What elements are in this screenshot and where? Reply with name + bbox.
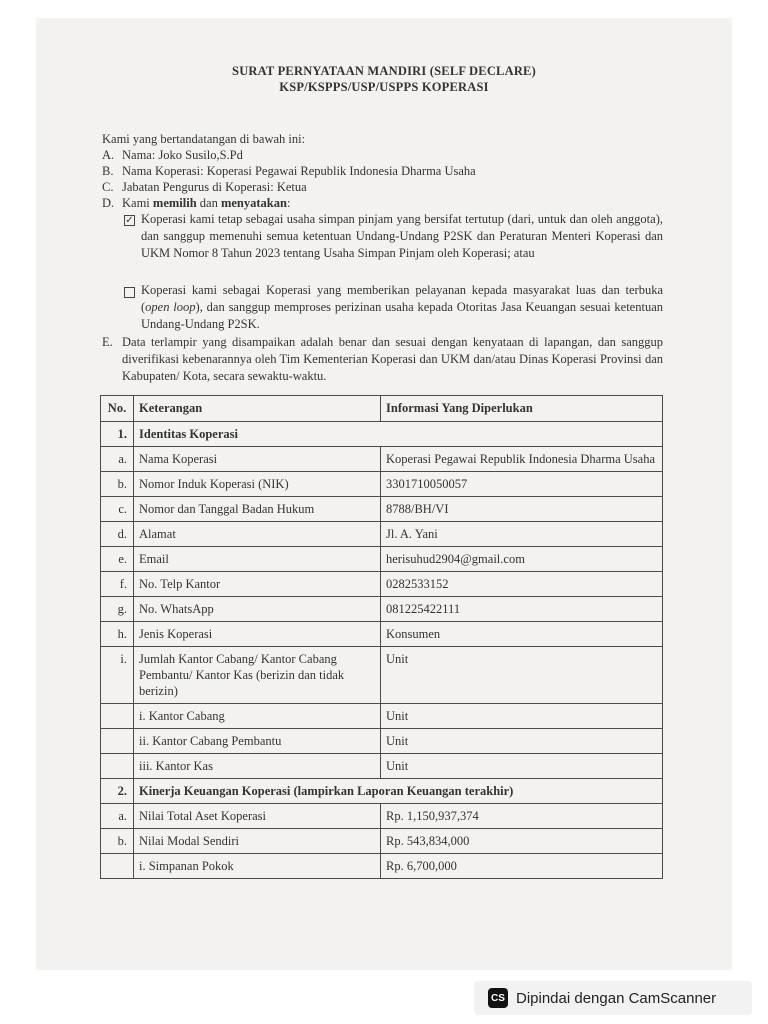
item-text: Nama: Joko Susilo,S.Pd — [122, 148, 243, 162]
item-text: Data terlampir yang disampaikan adalah benar dan sesuai dengan kenyataan di lapangan, dan sanggup diverifikasi kebenarannya oleh Tim Kementerian Koperasi dan UKM dan/atau Dinas Koperasi Provinsi dan Kabupaten/ Kota, secara sewaktu-waktu. — [122, 335, 663, 383]
item-letter: C. — [102, 180, 114, 194]
option-2-text — [141, 282, 663, 333]
camscanner-text: Dipindai dengan CamScanner — [516, 989, 717, 1007]
table-header-row — [101, 396, 663, 422]
row-no: b. — [101, 472, 134, 497]
row-label: Alamat — [134, 522, 381, 547]
row-label: Email — [134, 547, 381, 572]
title-line-1: SURAT PERNYATAAN MANDIRI (SELF DECLARE) — [232, 64, 536, 78]
checkmark-icon: ✓ — [125, 215, 134, 226]
item-letter: D. — [102, 196, 115, 210]
table-row — [101, 572, 663, 597]
row-no — [101, 704, 134, 729]
row-no: f. — [101, 572, 134, 597]
table-row — [101, 829, 663, 854]
row-label: Nama Koperasi — [134, 447, 381, 472]
row-value: Konsumen — [381, 622, 663, 647]
table-row — [101, 622, 663, 647]
row-value: Unit — [381, 647, 663, 704]
row-label: ii. Kantor Cabang Pembantu — [134, 729, 381, 754]
option-2-italic: open loop — [145, 300, 196, 314]
item-text: : — [286, 196, 291, 210]
row-label: Nomor dan Tanggal Badan Hukum — [134, 497, 381, 522]
item-c — [102, 179, 307, 195]
item-letter: E. — [102, 335, 113, 349]
row-label: No. WhatsApp — [134, 597, 381, 622]
option-1-text: Koperasi kami tetap sebagai usaha simpan pinjam yang bersifat tertutup (dari, untuk dan oleh anggota), dan sanggup memenuhi semua ketentuan Undang-Undang P2SK dan Peraturan Menteri Koperasi dan UKM Nomor 8 Tahun 2023 tentang Usaha Simpan Pinjam oleh Koperasi; atau — [141, 212, 663, 260]
row-label: iii. Kantor Kas — [134, 754, 381, 779]
camscanner-icon: CS — [488, 988, 508, 1008]
intro-text: Kami yang bertandatangan di bawah ini: — [102, 132, 306, 146]
row-no: b. — [101, 829, 134, 854]
row-no: h. — [101, 622, 134, 647]
row-value: Rp. 6,700,000 — [381, 854, 663, 879]
section-no: 2. — [101, 779, 134, 804]
section-no: 1. — [101, 422, 134, 447]
row-value: Unit — [381, 729, 663, 754]
header-no: No. — [101, 396, 134, 422]
table-row — [101, 447, 663, 472]
item-bold: menyatakan — [220, 196, 287, 210]
item-d — [102, 195, 290, 211]
row-value: Jl. A. Yani — [381, 522, 663, 547]
section-row — [101, 422, 663, 447]
table-row — [101, 522, 663, 547]
row-label: Jenis Koperasi — [134, 622, 381, 647]
section-row — [101, 779, 663, 804]
section-title: Identitas Koperasi — [134, 422, 663, 447]
table-row — [101, 597, 663, 622]
section-title: Kinerja Keuangan Koperasi (lampirkan Laporan Keuangan terakhir) — [134, 779, 663, 804]
row-label: No. Telp Kantor — [134, 572, 381, 597]
row-no: a. — [101, 447, 134, 472]
item-text: Jabatan Pengurus di Koperasi: Ketua — [122, 180, 307, 194]
row-value: 3301710050057 — [381, 472, 663, 497]
table-row — [101, 804, 663, 829]
row-value: 8788/BH/VI — [381, 497, 663, 522]
table-row — [101, 854, 663, 879]
row-no: e. — [101, 547, 134, 572]
table-row — [101, 647, 663, 704]
table-row — [101, 754, 663, 779]
row-value: 0282533152 — [381, 572, 663, 597]
item-letter: A. — [102, 148, 115, 162]
row-no: c. — [101, 497, 134, 522]
table-row — [101, 547, 663, 572]
row-no: d. — [101, 522, 134, 547]
table-row — [101, 704, 663, 729]
row-no: a. — [101, 804, 134, 829]
row-label: Jumlah Kantor Cabang/ Kantor Cabang Pembantu/ Kantor Kas (berizin dan tidak berizin) — [134, 647, 381, 704]
row-value: Rp. 543,834,000 — [381, 829, 663, 854]
row-no — [101, 729, 134, 754]
row-no — [101, 854, 134, 879]
row-no — [101, 754, 134, 779]
row-no: g. — [101, 597, 134, 622]
option-2-text-part: Koperasi kami sebagai Koperasi yang memberikan pelayanan kepada masyarakat luas dan terbuka ( — [141, 283, 663, 314]
table-row — [101, 729, 663, 754]
row-label: i. Simpanan Pokok — [134, 854, 381, 879]
row-label: Nilai Total Aset Koperasi — [134, 804, 381, 829]
item-letter: B. — [102, 164, 114, 178]
row-label: i. Kantor Cabang — [134, 704, 381, 729]
row-value: herisuhud2904@gmail.com — [381, 547, 663, 572]
header-keterangan: Keterangan — [134, 396, 381, 422]
row-label: Nilai Modal Sendiri — [134, 829, 381, 854]
item-a — [102, 147, 243, 163]
item-bold: memilih — [152, 196, 197, 210]
row-value: Unit — [381, 704, 663, 729]
option-2-checkbox[interactable] — [124, 287, 135, 298]
item-b — [102, 163, 476, 179]
row-value: Koperasi Pegawai Republik Indonesia Dharma Usaha — [381, 447, 663, 472]
header-info: Informasi Yang Diperlukan — [381, 396, 663, 422]
option-2-text-part: ), dan sanggup memproses perizinan usaha kepada Otoritas Jasa Keuangan sesuai ketentuan Undang-Undang P2SK. — [141, 300, 663, 331]
table-row — [101, 472, 663, 497]
item-text: dan — [196, 196, 221, 210]
row-value: Rp. 1,150,937,374 — [381, 804, 663, 829]
item-text: Kami — [122, 196, 153, 210]
camscanner-badge — [474, 981, 752, 1015]
option-1-checkbox[interactable] — [124, 215, 135, 226]
row-label: Nomor Induk Koperasi (NIK) — [134, 472, 381, 497]
data-table — [100, 395, 663, 879]
row-value: 081225422111 — [381, 597, 663, 622]
table-row — [101, 497, 663, 522]
item-e — [102, 334, 663, 385]
row-value: Unit — [381, 754, 663, 779]
title-line-2: KSP/KSPPS/USP/USPPS KOPERASI — [279, 80, 489, 94]
row-no: i. — [101, 647, 134, 704]
item-text: Nama Koperasi: Koperasi Pegawai Republik Indonesia Dharma Usaha — [122, 164, 476, 178]
